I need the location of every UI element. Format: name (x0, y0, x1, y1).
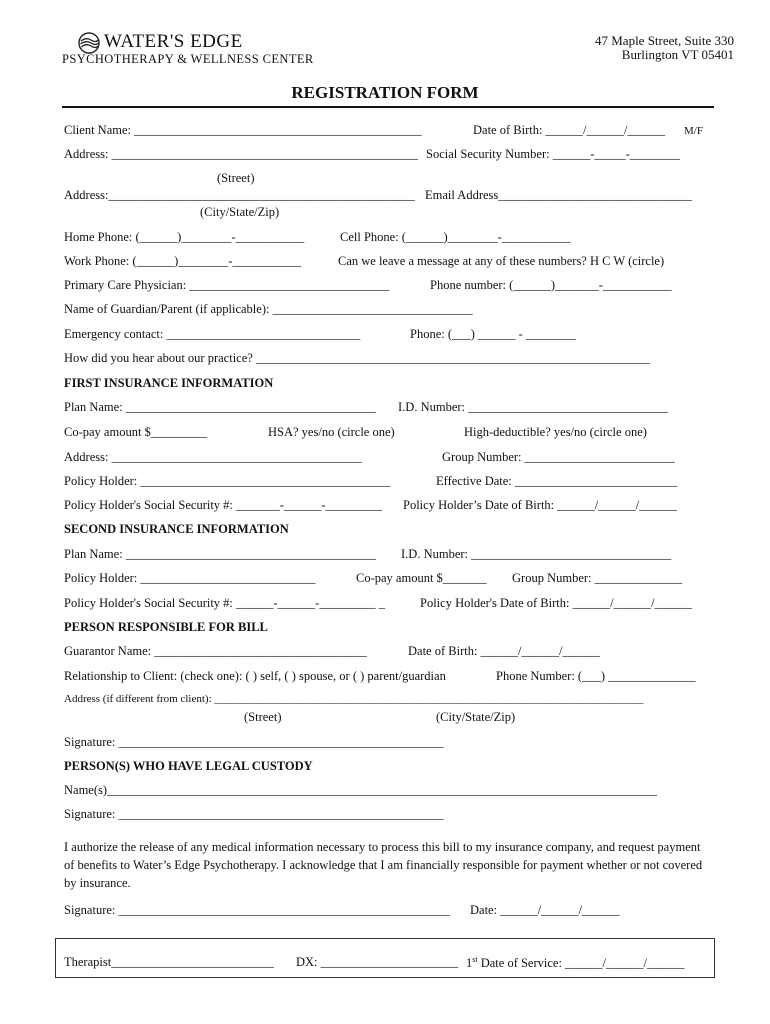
guarantor-signature-field[interactable]: Signature: ____________________________________________________ (64, 735, 444, 749)
therapist-field[interactable]: Therapist__________________________ (64, 955, 274, 969)
first-insurance-heading: FIRST INSURANCE INFORMATION (64, 376, 274, 390)
guarantor-name-field[interactable]: Guarantor Name: __________________________________ (64, 644, 367, 658)
first-address-field[interactable]: Address: ________________________________________ (64, 450, 362, 464)
address-line-1: 47 Maple Street, Suite 330 (594, 33, 734, 48)
client-address-field[interactable]: Address: _________________________________________________ (64, 147, 418, 161)
first-effective-field[interactable]: Effective Date: __________________________ (436, 474, 678, 488)
custody-signature-field[interactable]: Signature: ____________________________________________________ (64, 807, 444, 821)
client-address2-field[interactable]: Address:_________________________________________________ (64, 188, 415, 202)
first-date-sup: st (472, 955, 478, 964)
first-holder-dob-field[interactable]: Policy Holder’s Date of Birth: ______/______/______ (403, 498, 677, 512)
email-field[interactable]: Email Address_______________________________ (425, 188, 693, 202)
second-copay-field[interactable]: Co-pay amount $_______ (356, 571, 487, 585)
first-group-field[interactable]: Group Number: ________________________ (442, 450, 675, 464)
first-date-rest: Date of Service: ______/______/______ (477, 956, 685, 971)
physician-field[interactable]: Primary Care Physician: ________________________________ (64, 278, 390, 292)
custody-heading: PERSON(S) WHO HAVE LEGAL CUSTODY (64, 759, 313, 773)
client-name-field[interactable]: Client Name: ______________________________________________ (64, 123, 422, 137)
second-plan-name-field[interactable]: Plan Name: ________________________________________ (64, 547, 376, 561)
second-holder-dob-field[interactable]: Policy Holder's Date of Birth: ______/______/______ (420, 596, 693, 610)
first-holder-field[interactable]: Policy Holder: ________________________________________ (64, 474, 391, 488)
responsible-heading: PERSON RESPONSIBLE FOR BILL (64, 620, 268, 634)
first-id-number-field[interactable]: I.D. Number: ________________________________ (398, 400, 669, 414)
guardian-field[interactable]: Name of Guardian/Parent (if applicable): ________________________________ (64, 302, 473, 316)
wave-logo-icon (78, 32, 100, 54)
client-dob-field[interactable]: Date of Birth: ______/______/______ (473, 123, 665, 137)
form-title: REGISTRATION FORM (291, 83, 479, 102)
authorization-paragraph: I authorize the release of any medical information necessary to process this bill to my insurance company, and request payment of benefits to Water’s Edge Psychotherapy. I acknowledge that I am financially responsible for payment whether or not covered by insurance. (64, 840, 703, 890)
first-date-of-service-field[interactable] (466, 955, 685, 971)
first-copay-field[interactable]: Co-pay amount $_________ (64, 425, 208, 439)
first-deductible-field[interactable]: High-deductible? yes/no (circle one) (464, 425, 647, 439)
second-id-number-field[interactable]: I.D. Number: ________________________________ (401, 547, 672, 561)
second-holder-field[interactable]: Policy Holder: ____________________________ (64, 571, 316, 585)
guarantor-city-caption: (City/State/Zip) (436, 710, 516, 724)
cell-phone-field[interactable]: Cell Phone: (______)________-___________ (340, 230, 571, 244)
custody-names-field[interactable]: Name(s)________________________________________________________________________________________ (64, 783, 658, 797)
final-signature-field[interactable]: Signature: _____________________________________________________ (64, 903, 450, 917)
office-use-box (55, 938, 715, 978)
guarantor-address-field[interactable]: Address (if different from client): ______________________________________________________________________________ (64, 693, 644, 705)
dx-field[interactable]: DX: ______________________ (296, 955, 459, 969)
first-plan-name-field[interactable]: Plan Name: ________________________________________ (64, 400, 376, 414)
second-holder-ssn-field[interactable]: Policy Holder's Social Security #: ______-______-_________ _ (64, 596, 385, 610)
ssn-field[interactable]: Social Security Number: ______-_____-________ (426, 147, 680, 161)
address-line-2: Burlington VT 05401 (621, 47, 734, 62)
home-phone-field[interactable]: Home Phone: (______)________-___________ (64, 230, 305, 244)
brand-subtitle: PSYCHOTHERAPY & WELLNESS CENTER (62, 52, 314, 66)
practice-address (595, 34, 734, 62)
title-divider (62, 106, 714, 108)
message-question[interactable]: Can we leave a message at any of these numbers? H C W (circle) (338, 254, 665, 268)
brand-name: WATER'S EDGE (104, 31, 243, 52)
first-hsa-field[interactable]: HSA? yes/no (circle one) (268, 425, 395, 439)
first-date-prefix: 1 (466, 956, 473, 971)
second-insurance-heading: SECOND INSURANCE INFORMATION (64, 522, 289, 536)
logo (62, 30, 322, 70)
guarantor-phone-field[interactable]: Phone Number: (___) ______________ (496, 669, 696, 683)
emergency-contact-field[interactable]: Emergency contact: _______________________________ (64, 327, 361, 341)
guarantor-dob-field[interactable]: Date of Birth: ______/______/______ (408, 644, 600, 658)
city-caption: (City/State/Zip) (200, 205, 280, 219)
final-date-field[interactable]: Date: ______/______/______ (470, 903, 620, 917)
emergency-phone-field[interactable]: Phone: (___) ______ - ________ (410, 327, 576, 341)
second-group-field[interactable]: Group Number: ______________ (512, 571, 683, 585)
gender-mf[interactable]: M/F (684, 125, 703, 137)
work-phone-field[interactable]: Work Phone: (______)________-___________ (64, 254, 302, 268)
physician-phone-field[interactable]: Phone number: (______)_______-___________ (430, 278, 672, 292)
guarantor-street-caption: (Street) (244, 710, 282, 724)
first-holder-ssn-field[interactable]: Policy Holder's Social Security #: _______-______-_________ (64, 498, 382, 512)
street-caption: (Street) (217, 171, 255, 185)
referral-field[interactable]: How did you hear about our practice? _______________________________________________________________ (64, 351, 650, 365)
relationship-field[interactable]: Relationship to Client: (check one): ( ) self, ( ) spouse, or ( ) parent/guardian (64, 669, 446, 683)
